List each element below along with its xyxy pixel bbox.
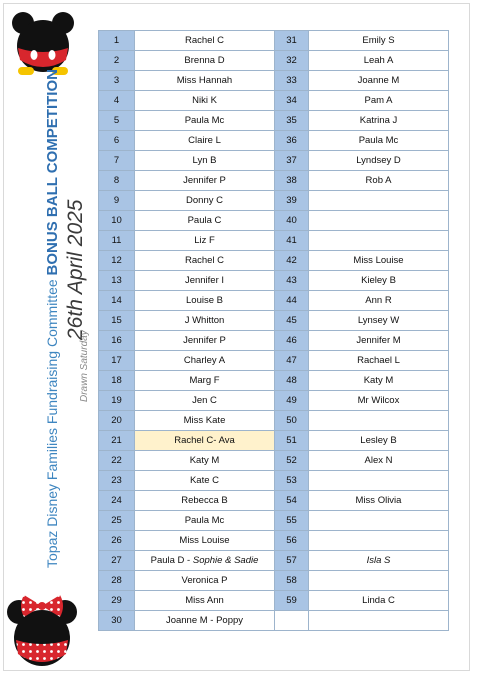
ball-number: 30 xyxy=(99,611,135,631)
table-row xyxy=(99,71,449,91)
table-row xyxy=(99,591,449,611)
ball-number: 19 xyxy=(99,391,135,411)
ball-number: 31 xyxy=(275,31,309,51)
entry-name-text: Miss Olivia xyxy=(355,495,402,506)
ball-number: 32 xyxy=(275,51,309,71)
table-row xyxy=(99,191,449,211)
entry-name-text: Joanne M - Poppy xyxy=(165,615,244,626)
ball-number: 13 xyxy=(99,271,135,291)
entry-name-text: Lesley B xyxy=(360,435,397,446)
ball-number: 53 xyxy=(275,471,309,491)
table-row xyxy=(99,491,449,511)
entry-name xyxy=(135,611,275,631)
ball-number: 48 xyxy=(275,371,309,391)
entry-name-text: J Whitton xyxy=(184,315,225,326)
entry-name-text: Rebecca B xyxy=(181,495,228,506)
entry-name xyxy=(135,91,275,111)
entry-name xyxy=(309,291,449,311)
entry-name-text: Marg F xyxy=(189,375,220,386)
entry-name xyxy=(135,151,275,171)
entry-name xyxy=(135,271,275,291)
ball-number: 50 xyxy=(275,411,309,431)
entry-name xyxy=(135,591,275,611)
entry-name xyxy=(309,171,449,191)
entry-name-text: Jennifer P xyxy=(183,175,226,186)
entry-name xyxy=(135,171,275,191)
entry-name xyxy=(135,371,275,391)
ball-number: 14 xyxy=(99,291,135,311)
entry-name xyxy=(309,51,449,71)
entry-name-text: Paula D - xyxy=(150,555,193,566)
ball-number: 18 xyxy=(99,371,135,391)
entry-name xyxy=(135,231,275,251)
ball-number: 23 xyxy=(99,471,135,491)
table-row xyxy=(99,171,449,191)
table-row xyxy=(99,571,449,591)
entry-name xyxy=(135,291,275,311)
ball-number: 55 xyxy=(275,511,309,531)
ball-number: 6 xyxy=(99,131,135,151)
entry-name xyxy=(309,571,449,591)
ball-number: 46 xyxy=(275,331,309,351)
ball-number: 12 xyxy=(99,251,135,271)
entry-name xyxy=(135,491,275,511)
ball-number: 57 xyxy=(275,551,309,571)
entry-name-text: Miss Hannah xyxy=(176,75,233,86)
table-row xyxy=(99,431,449,451)
entry-name xyxy=(309,431,449,451)
table-row xyxy=(99,471,449,491)
table-row xyxy=(99,231,449,251)
entry-name xyxy=(309,391,449,411)
entry-name xyxy=(135,211,275,231)
entry-name-text: Katy M xyxy=(189,455,220,466)
entry-name-note: Isla S xyxy=(366,555,391,566)
entry-name-text: Pam A xyxy=(364,95,393,106)
entry-name xyxy=(309,551,449,571)
ball-number: 34 xyxy=(275,91,309,111)
entry-name-text: Miss Louise xyxy=(179,535,230,546)
ball-number: 43 xyxy=(275,271,309,291)
entry-name-text: Jennifer P xyxy=(183,335,226,346)
table-row xyxy=(99,391,449,411)
entry-name xyxy=(135,71,275,91)
ball-number: 9 xyxy=(99,191,135,211)
ball-number: 5 xyxy=(99,111,135,131)
ball-number: 2 xyxy=(99,51,135,71)
ball-number: 36 xyxy=(275,131,309,151)
entry-name xyxy=(309,231,449,251)
committee-title xyxy=(44,69,61,568)
ball-number: 35 xyxy=(275,111,309,131)
ball-number: 8 xyxy=(99,171,135,191)
table-row xyxy=(99,311,449,331)
entry-name xyxy=(135,31,275,51)
entry-name xyxy=(135,451,275,471)
entry-name-text: Miss Louise xyxy=(353,255,404,266)
ball-number: 29 xyxy=(99,591,135,611)
ball-number: 26 xyxy=(99,531,135,551)
entry-name xyxy=(309,591,449,611)
draw-date: 26th April 2025 xyxy=(64,199,87,340)
entry-name-text: Lyndsey D xyxy=(356,155,401,166)
entry-name xyxy=(135,571,275,591)
entry-name-text: Paula Mc xyxy=(184,515,225,526)
entry-name xyxy=(309,111,449,131)
entry-name-text: Rachel C xyxy=(184,35,225,46)
entry-name xyxy=(135,251,275,271)
table-row xyxy=(99,271,449,291)
ball-number: 54 xyxy=(275,491,309,511)
entry-name xyxy=(309,351,449,371)
table-row xyxy=(99,511,449,531)
ball-number: 56 xyxy=(275,531,309,551)
ball-number: 16 xyxy=(99,331,135,351)
entry-name xyxy=(135,511,275,531)
ball-number: 33 xyxy=(275,71,309,91)
table-row xyxy=(99,331,449,351)
entry-name-text: Alex N xyxy=(364,455,393,466)
ball-number: 15 xyxy=(99,311,135,331)
entry-name-text: Katrina J xyxy=(359,115,398,126)
entry-name xyxy=(309,271,449,291)
entry-name-text: Jen C xyxy=(192,395,217,406)
entry-name-text: Katy M xyxy=(363,375,394,386)
bonus-ball-table xyxy=(98,30,449,631)
entry-name-text: Niki K xyxy=(192,95,217,106)
entry-name-text: Kieley B xyxy=(361,275,396,286)
ball-number: 22 xyxy=(99,451,135,471)
entry-name xyxy=(309,531,449,551)
entry-name-text: Rachael L xyxy=(357,355,400,366)
ball-number: 3 xyxy=(99,71,135,91)
entry-name-text: Rachel C- Ava xyxy=(174,435,235,446)
entry-name xyxy=(309,491,449,511)
entry-name xyxy=(135,391,275,411)
entry-name xyxy=(135,111,275,131)
entry-name xyxy=(309,311,449,331)
entry-name xyxy=(135,331,275,351)
committee-name: Topaz Disney Families Fundraising Committee xyxy=(44,279,60,568)
entry-name-text: Paula Mc xyxy=(184,115,225,126)
entry-name xyxy=(309,71,449,91)
ball-number: 28 xyxy=(99,571,135,591)
entry-name xyxy=(135,431,275,451)
entry-name-text: Ann R xyxy=(365,295,392,306)
entry-name xyxy=(309,91,449,111)
entry-name-text: Veronica P xyxy=(181,575,228,586)
entry-name-text: Lyn B xyxy=(192,155,217,166)
ball-number: 44 xyxy=(275,291,309,311)
table-row xyxy=(99,251,449,271)
entry-name-text: Miss Kate xyxy=(183,415,226,426)
entry-name xyxy=(135,51,275,71)
ball-number: 45 xyxy=(275,311,309,331)
entry-name-text: Mr Wilcox xyxy=(357,395,400,406)
entry-name xyxy=(135,471,275,491)
ball-number: 7 xyxy=(99,151,135,171)
entry-name-text: Louise B xyxy=(186,295,223,306)
entry-name xyxy=(309,451,449,471)
draw-day: Drawn Saturday xyxy=(79,330,90,402)
entry-name-text: Rob A xyxy=(365,175,392,186)
empty-cell xyxy=(275,611,309,631)
entry-name-text: Linda C xyxy=(362,595,395,606)
table-row xyxy=(99,291,449,311)
ball-number: 59 xyxy=(275,591,309,611)
entry-name xyxy=(309,31,449,51)
entry-name-text: Joanne M xyxy=(357,75,400,86)
ball-number: 47 xyxy=(275,351,309,371)
entry-name-text: Rachel C xyxy=(184,255,225,266)
entry-name-text: Lynsey W xyxy=(357,315,400,326)
table-row xyxy=(99,551,449,571)
table-row xyxy=(99,371,449,391)
entry-name xyxy=(135,191,275,211)
entry-name-text: Donny C xyxy=(186,195,223,206)
entry-name xyxy=(309,131,449,151)
entry-name-text: Kate C xyxy=(189,475,220,486)
ball-number: 58 xyxy=(275,571,309,591)
entry-name xyxy=(135,131,275,151)
ball-number: 24 xyxy=(99,491,135,511)
competition-name: BONUS BALL COMPETITION xyxy=(44,69,61,276)
ball-number: 39 xyxy=(275,191,309,211)
entry-name xyxy=(309,191,449,211)
entry-name xyxy=(309,211,449,231)
entry-name-text: Miss Ann xyxy=(185,595,224,606)
entry-name-text: Liz F xyxy=(194,235,215,246)
entry-name xyxy=(309,471,449,491)
table-row xyxy=(99,151,449,171)
ball-number: 20 xyxy=(99,411,135,431)
entry-name-note: Sophie & Sadie xyxy=(192,555,259,566)
entry-name xyxy=(309,511,449,531)
table-row xyxy=(99,31,449,51)
entry-name-text: Emily S xyxy=(362,35,395,46)
entry-name-text: Brenna D xyxy=(184,55,225,66)
entry-name xyxy=(309,151,449,171)
ball-number: 10 xyxy=(99,211,135,231)
table-row xyxy=(99,611,449,631)
entry-name-text: Leah A xyxy=(363,55,394,66)
table-row xyxy=(99,111,449,131)
entry-name xyxy=(135,411,275,431)
ball-number: 38 xyxy=(275,171,309,191)
entry-name xyxy=(135,551,275,571)
entry-name xyxy=(309,411,449,431)
entry-name-text: Paula Mc xyxy=(358,135,399,146)
table-row xyxy=(99,351,449,371)
ball-number: 21 xyxy=(99,431,135,451)
ball-number: 42 xyxy=(275,251,309,271)
entry-name xyxy=(309,251,449,271)
ball-number: 11 xyxy=(99,231,135,251)
ball-number: 52 xyxy=(275,451,309,471)
ball-number: 1 xyxy=(99,31,135,51)
ball-number: 49 xyxy=(275,391,309,411)
table-row xyxy=(99,91,449,111)
table-row xyxy=(99,51,449,71)
table-row xyxy=(99,411,449,431)
ball-number: 41 xyxy=(275,231,309,251)
ball-number: 27 xyxy=(99,551,135,571)
entry-name-text: Charley A xyxy=(183,355,226,366)
entry-name-text: Jennifer M xyxy=(356,335,401,346)
ball-number: 17 xyxy=(99,351,135,371)
entry-name-text: Claire L xyxy=(188,135,221,146)
table-row xyxy=(99,131,449,151)
entry-name xyxy=(309,371,449,391)
ball-number: 51 xyxy=(275,431,309,451)
table-row xyxy=(99,451,449,471)
entry-name xyxy=(135,351,275,371)
ball-number: 4 xyxy=(99,91,135,111)
entry-name xyxy=(135,531,275,551)
mickey-mouse-icon xyxy=(10,10,76,76)
ball-number: 37 xyxy=(275,151,309,171)
entry-name xyxy=(309,331,449,351)
ball-number: 40 xyxy=(275,211,309,231)
table-row xyxy=(99,531,449,551)
table-row xyxy=(99,211,449,231)
ball-number: 25 xyxy=(99,511,135,531)
empty-cell xyxy=(309,611,449,631)
entry-name-text: Paula C xyxy=(187,215,222,226)
minnie-mouse-icon xyxy=(6,592,78,670)
entry-name-text: Jennifer I xyxy=(184,275,225,286)
entry-name xyxy=(135,311,275,331)
